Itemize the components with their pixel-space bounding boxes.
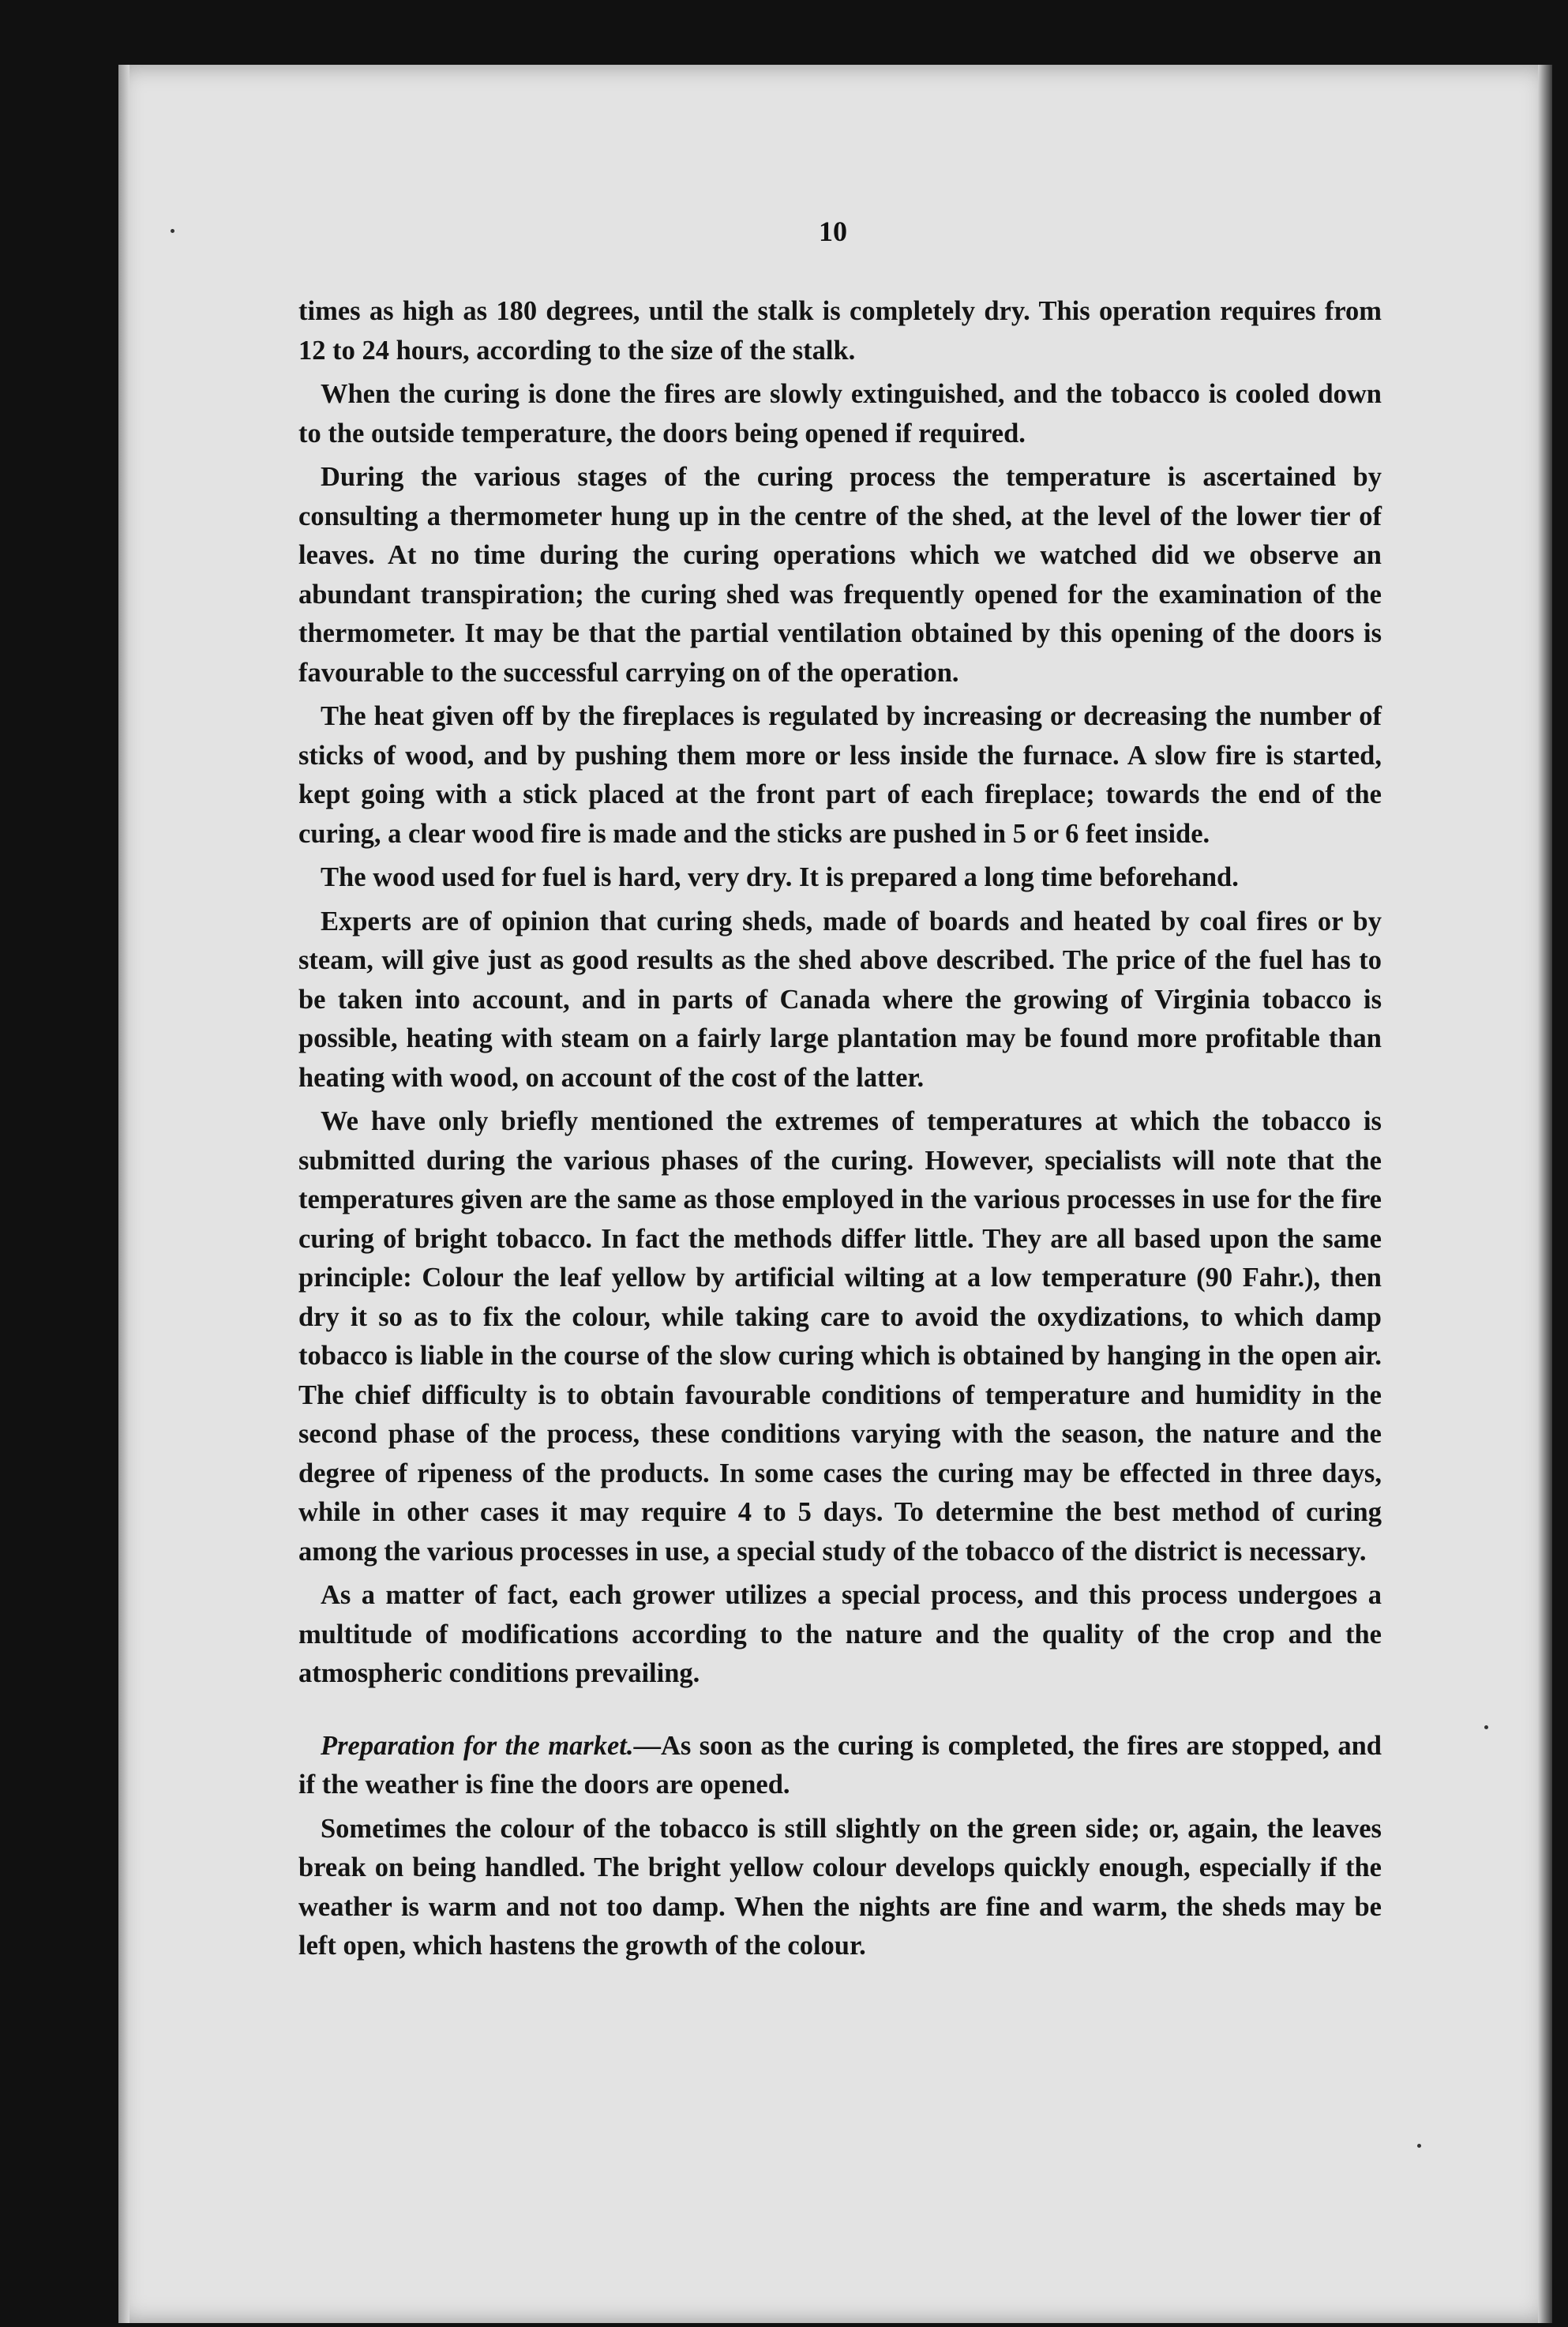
paragraph-temperature-thermometer: During the various stages of the curing process the temperature is ascertained by consulting a thermometer hung up in the centre of the shed, at the level of the lower tier of leaves. At no time during the curing operations which we watched did we observe an abundant transpiration; the curing shed was frequently opened for the examination of the thermometer. It may be that the partial ventilation obtained by this opening of the doors is favourable to the successful carrying on of the operation. [298,462,1382,688]
paragraph-temperature-extremes: We have only briefly mentioned the extremes of temperatures at which the tobacco is submitted during the various phases of the curing. However, specialists will note that the temperatures given are the same as those employed in the various processes in use for the fire curing of bright tobacco. In fact the methods differ little. They are all based upon the same principle: Colour the leaf yellow by artificial wilting at a low temperature (90 Fahr.), then dry it so as to fix the colour, while taking care to avoid the oxydizations, to which damp tobacco is liable in the course of the slow curing which is obtained by hanging in the open air. The chief difficulty is to obtain favourable conditions of temperature and humidity in the second phase of the process, these conditions varying with the season, the nature and the degree of ripeness of the products. In some cases the curing may be effected in three days, while in other cases it may require 4 to 5 days. To determine the best method of curing among the various processes in use, a special study of the tobacco of the district is necessary. [298,1106,1382,1567]
body-text [298,292,1382,1971]
scan-dust-speck [1417,2144,1421,2148]
scan-dust-speck [171,229,174,233]
page-number: 10 [819,216,847,247]
paragraph-coal-steam-sheds: Experts are of opinion that curing sheds, made of boards and heated by coal fires or by steam, will give just as good results as the shed above described. The price of the fuel has to be taken into account, and in parts of Canada where the growing of Virginia tobacco is possible, heating with steam on a fairly large plantation may be found more profitable than heating with wood, on account of the cost of the latter. [298,906,1382,1093]
paragraph-colour-development: Sometimes the colour of the tobacco is still slightly on the green side; or, again, the leaves break on being handled. The bright yellow colour develops quickly enough, especially if the weather is warm and not too damp. When the nights are fine and warm, the sheds may be left open, which hastens the growth of the colour. [298,1813,1382,1961]
page-left-edge [118,65,129,2323]
section-market-intro: —As soon as the curing is completed, the fires are stopped, and if the weather is fine the doors are opened. [298,1730,1382,1800]
paragraph-stalk-drying: times as high as 180 degrees, until the stalk is completely dry. This operation requires from 12 to 24 hours, according to the size of the stalk. [298,296,1382,366]
paragraph-grower-process: As a matter of fact, each grower utilizes a special process, and this process undergoes a multitude of modifications according to the nature and the quality of the crop and the atmospheric conditions prevailing. [298,1580,1382,1688]
paragraph-preparation-market [298,1727,1382,1805]
scan-dust-speck [1484,1725,1488,1729]
page-right-edge [1538,65,1552,2323]
paragraph-wood-fuel: The wood used for fuel is hard, very dry. It is prepared a long time beforehand. [321,862,1239,892]
section-heading-market: Preparation for the market. [321,1730,634,1761]
paragraph-fires-extinguished: When the curing is done the fires are slowly extinguished, and the tobacco is cooled down to the outside temperature, the doors being opened if required. [298,379,1382,449]
paragraph-fireplace-heat: The heat given off by the fireplaces is regulated by increasing or decreasing the number of sticks of wood, and by pushing them more or less inside the furnace. A slow fire is started, kept going with a stick placed at the front part of each fireplace; towards the end of the curing, a clear wood fire is made and the sticks are pushed in 5 or 6 feet inside. [298,701,1382,849]
